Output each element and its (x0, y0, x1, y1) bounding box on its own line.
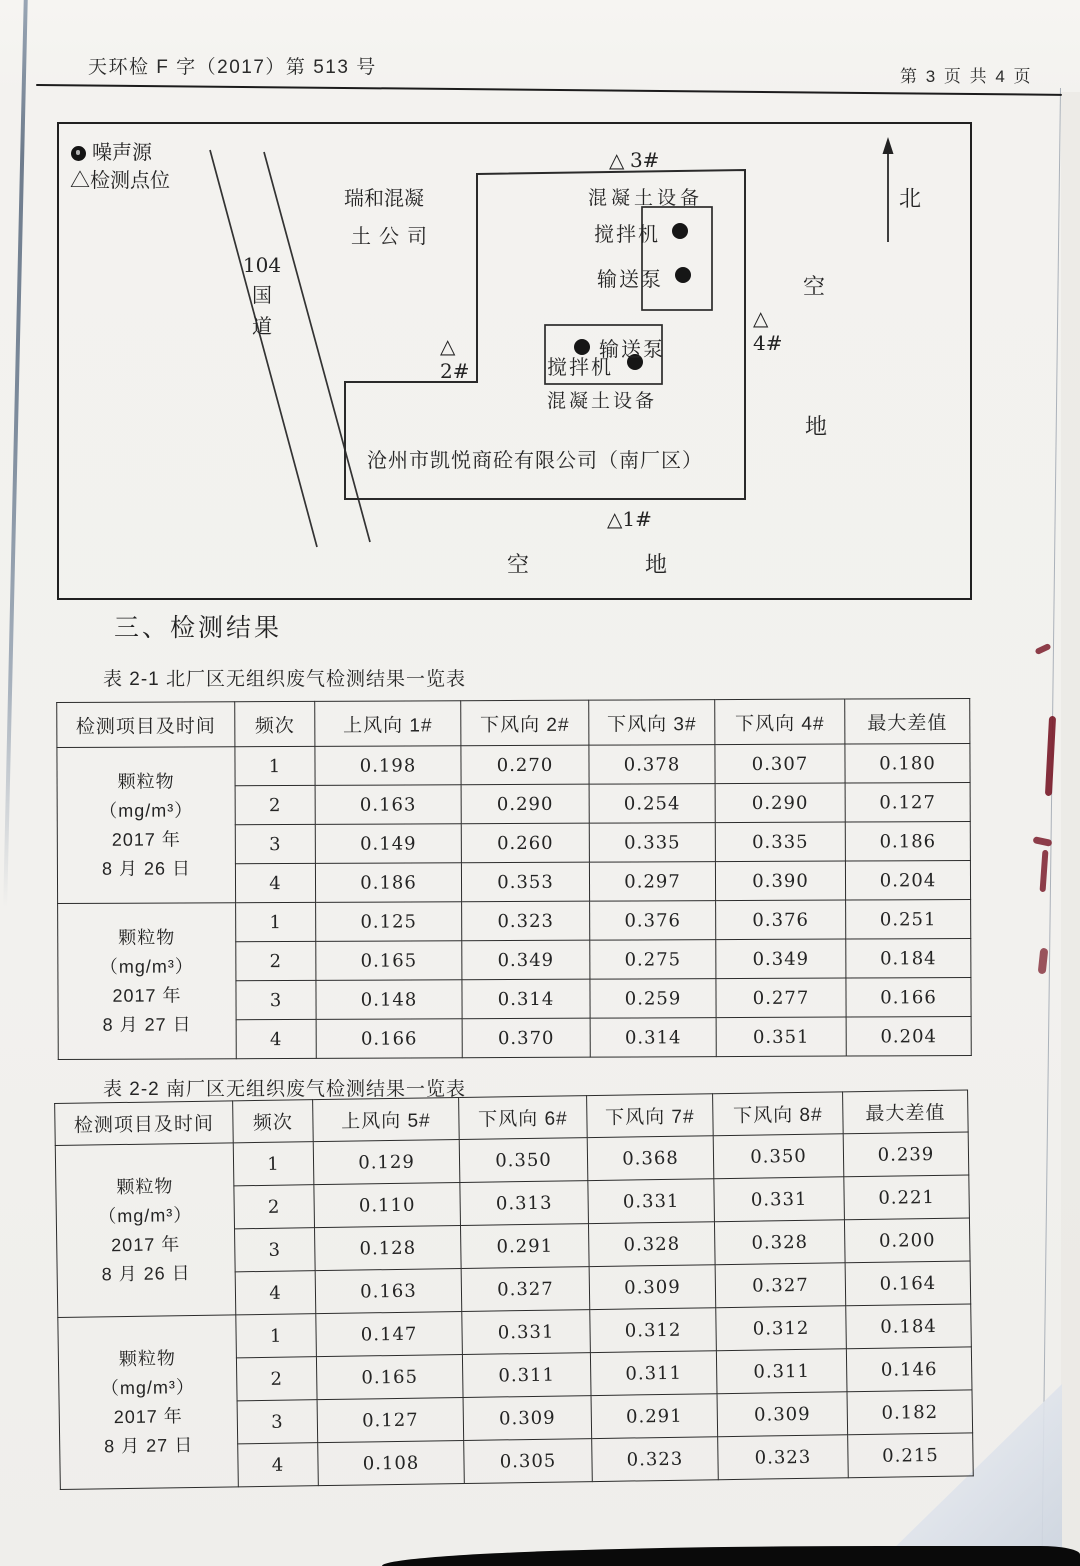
value-cell: 0.327 (461, 1267, 590, 1312)
value-cell: 0.335 (715, 822, 845, 862)
value-cell: 0.125 (316, 902, 462, 942)
value-cell: 0.370 (462, 1018, 590, 1058)
red-ink-mark (1032, 836, 1052, 847)
south-equipment-title: 混凝土设备 (547, 391, 658, 412)
site-diagram-linework (59, 124, 970, 598)
item-and-time-label: 颗粒物 （mg/m³） 2017 年 8 月 26 日 (57, 747, 236, 904)
frequency-cell: 1 (233, 1142, 314, 1186)
value-cell: 0.128 (315, 1226, 462, 1271)
column-header: 下风向 3# (589, 700, 715, 746)
value-cell: 0.200 (844, 1218, 970, 1263)
detection-point-4 (753, 306, 782, 356)
value-cell: 0.353 (461, 862, 589, 902)
road-number: 104 (242, 253, 282, 277)
value-cell: 0.184 (846, 939, 971, 979)
scan-page-edge-line (1042, 88, 1062, 1550)
column-header: 检测项目及时间 (55, 1101, 234, 1146)
value-cell: 0.311 (462, 1353, 591, 1398)
legend-point-label: 检测点位 (90, 170, 170, 192)
section-title: 三、检测结果 (114, 614, 283, 642)
table-north-plant (56, 698, 972, 1060)
open-land-label: 空 (803, 274, 826, 299)
table1-caption: 表 2-1 北厂区无组织废气检测结果一览表 (103, 669, 467, 690)
column-header: 最大差值 (845, 699, 970, 745)
value-cell: 0.311 (590, 1351, 717, 1396)
frequency-cell: 1 (236, 902, 316, 941)
table-south-plant (54, 1089, 974, 1490)
road-line (210, 150, 317, 547)
column-header: 下风向 4# (715, 699, 845, 745)
value-cell: 0.314 (462, 979, 590, 1019)
detection-point-1 (607, 507, 652, 532)
value-cell: 0.314 (590, 1018, 716, 1058)
value-cell: 0.376 (716, 900, 846, 940)
road-char: 道 (252, 316, 272, 338)
point-label: 1# (622, 507, 652, 531)
value-cell: 0.349 (462, 940, 590, 980)
frequency-cell: 4 (236, 1019, 316, 1058)
value-cell: 0.166 (846, 978, 971, 1018)
value-cell: 0.166 (316, 1019, 462, 1059)
south-company-label: 沧州市凯悦商砼有限公司（南厂区） (367, 450, 703, 472)
south-pump-label: 输送泵 (599, 339, 665, 361)
noise-source-icon (675, 267, 691, 283)
value-cell: 0.327 (715, 1263, 846, 1308)
value-cell: 0.305 (464, 1439, 593, 1484)
value-cell: 0.309 (463, 1396, 592, 1441)
value-cell: 0.277 (716, 978, 846, 1018)
frequency-cell: 3 (236, 980, 316, 1019)
value-cell: 0.254 (589, 784, 715, 824)
column-header: 上风向 5# (313, 1098, 460, 1142)
value-cell: 0.198 (315, 746, 461, 786)
value-cell: 0.251 (846, 900, 971, 940)
value-cell: 0.163 (315, 785, 461, 825)
value-cell: 0.127 (317, 1397, 464, 1442)
north-mixer-label: 搅拌机 (594, 224, 660, 246)
frequency-cell: 2 (234, 1185, 315, 1229)
detection-point-3 (609, 148, 659, 173)
frequency-cell: 4 (235, 1271, 316, 1315)
point-label: 3# (629, 148, 660, 172)
column-header: 频次 (233, 1100, 314, 1143)
column-header: 下风向 6# (459, 1096, 588, 1140)
value-cell: 0.331 (588, 1179, 715, 1224)
ruihe-company-label: 瑞和混凝 (344, 188, 424, 210)
north-pump-label: 输送泵 (597, 269, 663, 291)
value-cell: 0.146 (846, 1347, 972, 1392)
value-cell: 0.110 (314, 1183, 461, 1228)
value-cell: 0.390 (715, 861, 845, 901)
value-cell: 0.376 (590, 901, 716, 941)
value-cell: 0.184 (846, 1304, 972, 1349)
value-cell: 0.290 (715, 783, 845, 823)
value-cell: 0.290 (461, 784, 589, 824)
doc-number: 天环检 F 字（2017）第 513 号 (88, 57, 377, 78)
site-diagram (57, 122, 972, 600)
frequency-cell: 4 (235, 863, 315, 902)
value-cell: 0.331 (714, 1177, 845, 1222)
column-header: 下风向 2# (461, 700, 589, 746)
value-cell: 0.270 (461, 745, 589, 785)
value-cell: 0.204 (846, 1017, 971, 1057)
value-cell: 0.129 (313, 1140, 460, 1185)
value-cell: 0.309 (589, 1265, 716, 1310)
frequency-cell: 2 (235, 785, 315, 824)
frequency-cell: 1 (235, 746, 315, 785)
value-cell: 0.297 (589, 862, 715, 902)
value-cell: 0.149 (315, 824, 461, 864)
north-equipment-title: 混凝土设备 (588, 188, 704, 209)
value-cell: 0.323 (718, 1435, 849, 1480)
red-ink-mark (1045, 716, 1056, 796)
value-cell: 0.309 (717, 1392, 848, 1437)
detection-point-icon: △ (609, 150, 625, 172)
value-cell: 0.165 (316, 1354, 463, 1399)
frequency-cell: 4 (238, 1443, 319, 1487)
open-land-label: 地 (805, 414, 828, 439)
detection-point-icon: △ (607, 509, 623, 531)
red-ink-mark (1040, 850, 1049, 892)
value-cell: 0.163 (315, 1269, 462, 1314)
value-cell: 0.335 (589, 823, 715, 863)
value-cell: 0.328 (588, 1222, 715, 1267)
north-compass-label: 北 (899, 186, 922, 211)
page-indicator: 第 3 页 共 4 页 (900, 67, 1033, 86)
value-cell: 0.312 (716, 1306, 847, 1351)
red-ink-mark (1038, 948, 1049, 975)
table2-caption: 表 2-2 南厂区无组织废气检测结果一览表 (103, 1079, 467, 1100)
value-cell: 0.349 (716, 939, 846, 979)
value-cell: 0.351 (716, 1017, 846, 1057)
value-cell: 0.311 (716, 1349, 847, 1394)
column-header: 最大差值 (843, 1090, 969, 1134)
value-cell: 0.331 (462, 1310, 591, 1355)
value-cell: 0.148 (316, 980, 462, 1020)
column-header: 下风向 7# (587, 1094, 714, 1138)
column-header: 上风向 1# (315, 701, 461, 747)
frequency-cell: 3 (237, 1400, 318, 1444)
detection-point-icon: △ (70, 170, 90, 192)
value-cell: 0.147 (316, 1311, 463, 1356)
south-mixer-label: 搅拌机 (547, 357, 613, 379)
frequency-cell: 3 (235, 1228, 316, 1272)
value-cell: 0.378 (589, 745, 715, 785)
value-cell: 0.312 (590, 1308, 717, 1353)
value-cell: 0.291 (460, 1224, 589, 1269)
road-label (242, 250, 282, 343)
noise-source-icon (71, 146, 86, 161)
value-cell: 0.165 (316, 941, 462, 981)
red-ink-mark (1034, 643, 1051, 655)
value-cell: 0.307 (715, 744, 845, 784)
value-cell: 0.260 (461, 823, 589, 863)
ruihe-company-label: 土公司 (351, 226, 435, 248)
column-header: 检测项目及时间 (57, 702, 235, 748)
detection-point-2 (440, 334, 469, 384)
value-cell: 0.108 (318, 1440, 465, 1485)
value-cell: 0.180 (845, 744, 970, 784)
value-cell: 0.328 (714, 1220, 845, 1265)
column-header: 下风向 8# (713, 1092, 844, 1136)
scan-spine-shadow (3, 0, 28, 908)
legend-noise-label: 噪声源 (92, 142, 152, 164)
value-cell: 0.204 (845, 861, 970, 901)
point-label: 2# (440, 359, 470, 383)
value-cell: 0.164 (845, 1261, 971, 1306)
item-and-time-label: 颗粒物 （mg/m³） 2017 年 8 月 27 日 (58, 903, 237, 1060)
value-cell: 0.259 (590, 979, 716, 1019)
open-land-label: 地 (645, 552, 668, 577)
results-table-north (56, 698, 972, 1060)
detection-point-icon: △ (753, 308, 769, 330)
value-cell: 0.275 (590, 940, 716, 980)
frequency-cell: 3 (235, 824, 315, 863)
legend-noise-source (71, 136, 152, 165)
value-cell: 0.215 (848, 1433, 974, 1478)
value-cell: 0.350 (459, 1138, 588, 1183)
value-cell: 0.313 (460, 1181, 589, 1226)
frequency-cell: 1 (236, 1314, 317, 1358)
noise-source-icon (672, 223, 688, 239)
frequency-cell: 2 (236, 941, 316, 980)
legend-detection-point (70, 164, 170, 193)
item-and-time-label: 颗粒物 （mg/m³） 2017 年 8 月 26 日 (55, 1143, 236, 1318)
value-cell: 0.323 (462, 901, 590, 941)
point-label: 4# (753, 331, 783, 355)
results-table-south (54, 1089, 974, 1490)
value-cell: 0.186 (315, 863, 461, 903)
value-cell: 0.182 (847, 1390, 973, 1435)
value-cell: 0.291 (591, 1394, 718, 1439)
value-cell: 0.323 (592, 1437, 719, 1482)
value-cell: 0.350 (713, 1134, 844, 1179)
value-cell: 0.127 (845, 783, 970, 823)
item-and-time-label: 颗粒物 （mg/m³） 2017 年 8 月 27 日 (58, 1315, 239, 1490)
value-cell: 0.368 (587, 1136, 714, 1181)
value-cell: 0.221 (844, 1175, 970, 1220)
value-cell: 0.186 (845, 822, 970, 862)
road-char: 国 (252, 285, 272, 307)
scan-right-margin (1061, 92, 1080, 1566)
value-cell: 0.239 (843, 1132, 969, 1177)
column-header: 频次 (235, 701, 315, 746)
open-land-label: 空 (507, 552, 530, 577)
detection-point-icon: △ (440, 336, 456, 358)
frequency-cell: 2 (236, 1357, 317, 1401)
scan-bottom-edge (382, 1546, 1080, 1566)
north-arrow-head (883, 137, 894, 154)
